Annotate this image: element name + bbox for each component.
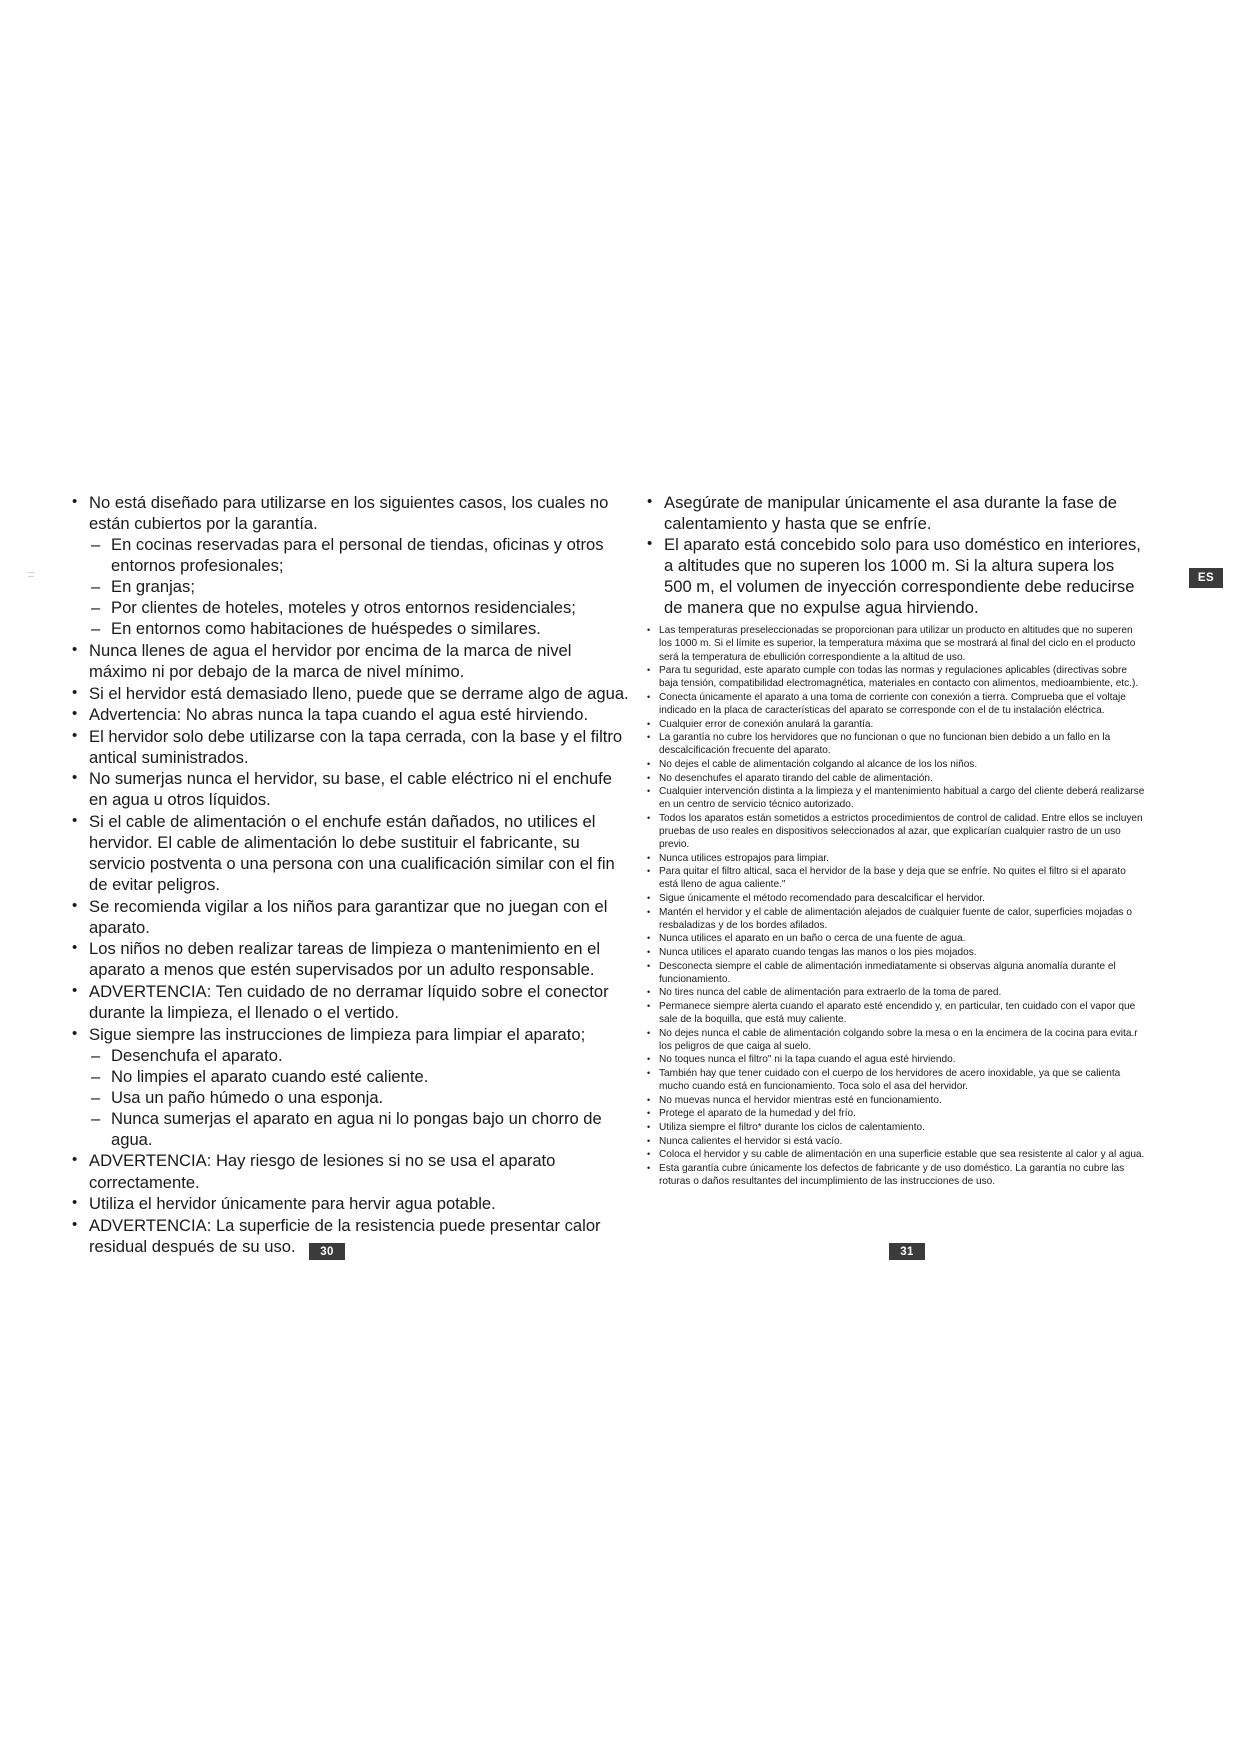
list-item-text: Nunca utilices el aparato en un baño o cerca de una fuente de agua. (659, 933, 966, 945)
list-item (645, 758, 1145, 771)
list-item-text: Cualquier intervención distinta a la limpieza y el mantenimiento habitual a cargo del cliente deberá realizarse en un centro de servicio técnico autorizado. (659, 786, 1145, 811)
bullet-icon: • (647, 947, 651, 957)
list-item (645, 1121, 1145, 1134)
dash-icon: – (91, 535, 101, 555)
list-item-text: Protege el aparato de la humedad y del frío. (659, 1108, 856, 1120)
bullet-icon: • (647, 933, 651, 944)
list-item-text: Nunca utilices estropajos para limpiar. (659, 852, 829, 864)
bullet-icon: • (647, 866, 651, 877)
bullet-icon: • (647, 691, 651, 702)
bullet-icon: • (647, 732, 651, 743)
bullet-icon: • (72, 939, 78, 957)
list-item-text: No sumerjas nunca el hervidor, su base, el cable eléctrico ni el enchufe en agua u otros líquidos. (89, 769, 612, 810)
bullet-icon: • (647, 987, 651, 998)
bullet-icon: • (647, 758, 651, 769)
list-item (70, 492, 630, 639)
bullet-icon: • (647, 960, 651, 971)
list-item (645, 1162, 1145, 1188)
list-item (645, 1067, 1145, 1093)
bullet-icon: • (647, 1094, 651, 1105)
list-item (645, 731, 1145, 757)
bullet-icon: • (647, 665, 651, 676)
bullet-icon: • (647, 1108, 651, 1119)
sub-list-item (89, 1087, 630, 1108)
dash-icon: – (91, 598, 101, 618)
dash-icon: – (91, 1045, 101, 1065)
bullet-icon: • (647, 772, 651, 783)
bullet-icon: • (647, 812, 651, 823)
list-item-text: Utiliza el hervidor únicamente para hervir agua potable. (89, 1194, 496, 1214)
list-item-text: Coloca el hervidor y su cable de alimentación en una superficie estable que sea resistente al calor y al agua. (659, 1149, 1145, 1161)
bullet-icon: • (647, 906, 651, 917)
list-item (645, 1107, 1145, 1120)
sub-list-item-text: Por clientes de hoteles, moteles y otros entornos residenciales; (111, 598, 576, 618)
list-item (70, 683, 630, 704)
list-item (645, 624, 1145, 663)
list-item-text: Los niños no deben realizar tareas de limpieza o mantenimiento en el aparato a menos que estén supervisados por un adulto responsable. (89, 939, 601, 980)
bullet-icon: • (647, 1027, 651, 1038)
list-item (645, 852, 1145, 865)
list-item (70, 981, 630, 1023)
list-item (645, 718, 1145, 731)
list-item-text: ADVERTENCIA: Ten cuidado de no derramar líquido sobre el conector durante la limpieza, el llenado o el vertido. (89, 981, 609, 1022)
list-item (70, 811, 630, 895)
bullet-icon: • (647, 625, 651, 636)
sub-list-item-text: Nunca sumerjas el aparato en agua ni lo pongas bajo un chorro de agua. (111, 1108, 602, 1149)
bullet-icon: • (647, 786, 651, 797)
bullet-icon: • (647, 1149, 651, 1160)
list-item (645, 664, 1145, 690)
list-item (645, 986, 1145, 999)
bullet-icon: • (72, 811, 78, 829)
bullet-icon: • (647, 1121, 651, 1132)
list-item-text: ADVERTENCIA: La superficie de la resistencia puede presentar calor residual después de su uso. (89, 1215, 601, 1256)
list-item-text: Para tu seguridad, este aparato cumple con todas las normas y regulaciones aplicables (directivas sobre baja tensión, compatibilidad electromagnética, materiales en contacto con alimentos, medioambiente, etc.). (659, 665, 1139, 690)
bullet-icon: • (72, 769, 78, 787)
list-item-text: Nunca utilices el aparato cuando tengas las manos o los pies mojados. (659, 947, 977, 958)
list-item-text: No desenchufes el aparato tirando del cable de alimentación. (659, 772, 933, 784)
bullet-icon: • (647, 1135, 651, 1146)
sub-list-item-text: Usa un paño húmedo o una esponja. (111, 1087, 384, 1107)
list-item (645, 1027, 1145, 1053)
list-item (645, 1135, 1145, 1148)
dash-icon: – (91, 1066, 101, 1086)
bullet-icon: • (72, 981, 78, 999)
list-item (70, 1150, 630, 1192)
bullet-icon: • (647, 1054, 651, 1065)
sub-list-item (89, 534, 630, 576)
bullet-icon: • (72, 683, 78, 701)
bullet-icon: • (647, 893, 651, 904)
list-item (70, 938, 630, 980)
list-item (645, 785, 1145, 811)
bullet-icon: • (72, 640, 78, 658)
bullet-icon: • (72, 493, 78, 510)
list-item (645, 1094, 1145, 1107)
sub-list-item (89, 618, 630, 639)
list-item (645, 865, 1145, 891)
bullet-icon: • (647, 852, 651, 863)
bullet-icon: • (72, 1151, 78, 1169)
list-item-text: Desconecta siempre el cable de alimentación inmediatamente si observas alguna anomalía durante el funcionamiento. (659, 960, 1116, 985)
list-item (645, 946, 1145, 959)
sub-list-item-text: Desenchufa el aparato. (111, 1045, 283, 1065)
bullet-icon: • (647, 493, 653, 510)
list-item-text: Todos los aparatos están sometidos a estrictos procedimientos de control de calidad. Entre ellos se incluyen pruebas de uso reales en dispositivos seleccionados al azar, que explicarían cualquier rastro de un uso previo. (659, 812, 1143, 851)
list-item-text: Mantén el hervidor y el cable de alimentación alejados de cualquier fuente de calor, superficies mojadas o resbaladizas y de los bordes afilados. (659, 906, 1133, 931)
page-number-left: 30 (309, 1243, 345, 1260)
list-item (645, 906, 1145, 932)
list-item-text: Nunca llenes de agua el hervidor por encima de la marca de nivel máximo ni por debajo de la marca de nivel mínimo. (89, 640, 572, 681)
list-item (645, 892, 1145, 905)
list-item (70, 640, 630, 682)
list-item (70, 704, 630, 725)
bullet-icon: • (72, 1194, 78, 1212)
list-item-text: La garantía no cubre los hervidores que no funcionan o que no funcionan bien debido a un fallo en la descalcificación frecuente del aparato. (659, 732, 1111, 757)
list-item-text: Cualquier error de conexión anulará la garantía. (659, 718, 874, 730)
sub-list-item (89, 1066, 630, 1087)
bullet-icon: • (647, 718, 651, 729)
list-item-text: Conecta únicamente el aparato a una toma de corriente con conexión a tierra. Comprueba que el voltaje indicado en la placa de características del aparato se corresponde con el de tu instalación eléctrica. (659, 691, 1126, 717)
list-item-text: Permanece siempre alerta cuando el aparato esté encendido y, en particular, ten cuidado con el vapor que sale de la boquilla, que está muy caliente. (659, 1000, 1136, 1026)
list-item (70, 726, 630, 768)
dash-icon: – (91, 1087, 101, 1107)
list-item-text: Sigue siempre las instrucciones de limpieza para limpiar el aparato; (89, 1024, 586, 1044)
list-item (70, 896, 630, 938)
list-item (70, 768, 630, 810)
sub-list (89, 1045, 630, 1150)
language-tab: ES (1189, 568, 1223, 588)
bullet-icon: • (72, 726, 78, 744)
bullet-icon: • (72, 705, 78, 723)
list-item-text: Utiliza siempre el filtro* durante los ciclos de calentamiento. (659, 1121, 925, 1133)
list-item (645, 1148, 1145, 1161)
sub-list-item-text: No limpies el aparato cuando esté caliente. (111, 1066, 429, 1086)
list-item-text: Sigue únicamente el método recomendado para descalcificar el hervidor. (659, 893, 985, 905)
sub-list-item (89, 597, 630, 618)
dash-icon: – (91, 619, 101, 639)
dash-icon: – (91, 577, 101, 597)
safety-instruction-list-left (70, 492, 630, 1257)
list-item-text: Si el cable de alimentación o el enchufe están dañados, no utilices el hervidor. El cable de alimentación lo debe sustituir el fabricante, su servicio postventa o una persona con una cualificación similar con el fin de evitar peligros. (89, 811, 615, 895)
list-item-text: Se recomienda vigilar a los niños para garantizar que no juegan con el aparato. (89, 896, 608, 937)
bullet-icon: • (647, 1000, 651, 1011)
list-item-text: Asegúrate de manipular únicamente el asa durante la fase de calentamiento y hasta que se enfríe. (664, 493, 1117, 534)
list-item-text: Nunca calientes el hervidor si está vacío. (659, 1135, 843, 1147)
two-column-body (0, 492, 1241, 1257)
list-item-text: No muevas nunca el hervidor mientras esté en funcionamiento. (659, 1094, 942, 1106)
list-item (645, 1053, 1145, 1066)
sub-list-item (89, 1045, 630, 1066)
list-item-text: Advertencia: No abras nunca la tapa cuando el agua esté hirviendo. (89, 705, 589, 725)
bullet-icon: • (647, 1067, 651, 1078)
sub-list-item-text: En granjas; (111, 577, 195, 597)
sub-list (89, 534, 630, 639)
list-item (645, 772, 1145, 785)
list-item (70, 1193, 630, 1214)
list-item-text: No dejes nunca el cable de alimentación colgando sobre la mesa o en la encimera de la cocina para evita.r los peligros de que caiga al suelo. (659, 1027, 1138, 1052)
bullet-icon: • (647, 1162, 651, 1173)
bullet-icon: • (72, 1024, 78, 1042)
list-item-text: No toques nunca el filtro" ni la tapa cuando el agua esté hirviendo. (659, 1054, 956, 1066)
bullet-icon: • (647, 535, 653, 553)
list-item-text: Para quitar el filtro altical, saca el hervidor de la base y deja que se enfríe. No quites el filtro si el aparato está lleno de agua caliente." (659, 866, 1126, 891)
list-item-text: No está diseñado para utilizarse en los siguientes casos, los cuales no están cubiertos por la garantía. (89, 493, 609, 534)
dash-icon: – (91, 1108, 101, 1128)
list-item (70, 1024, 630, 1150)
list-item-text: El aparato está concebido solo para uso doméstico en interiores, a altitudes que no superen los 1000 m. Si la altura supera los 500 m, el volumen de inyección correspondiente debe reducirse de manera que no expulse agua hirviendo. (664, 535, 1141, 618)
bullet-icon: • (72, 1215, 78, 1233)
list-item (645, 1000, 1145, 1026)
list-item-text: Las temperaturas preseleccionadas se proporcionan para utilizar un producto en altitudes que no superen los 1000 m. Si el límite es superior, la temperatura máxima que se mostrará al final del ciclo en el producto será la temperatura de ebullición correspondiente a la altitud de uso. (659, 625, 1136, 663)
list-item-text: El hervidor solo debe utilizarse con la tapa cerrada, con la base y el filtro antical suministrados. (89, 726, 623, 767)
list-item-text: No tires nunca del cable de alimentación para extraerlo de la toma de pared. (659, 987, 1002, 999)
right-column (645, 492, 1145, 1257)
list-item (645, 534, 1145, 618)
list-item (70, 1215, 630, 1257)
safety-instruction-list-right (645, 492, 1145, 618)
list-item (645, 691, 1145, 717)
fine-print-list (645, 624, 1145, 1188)
left-column (70, 492, 630, 1257)
sub-list-item-text: En cocinas reservadas para el personal de tiendas, oficinas y otros entornos profesionales; (111, 535, 604, 576)
list-item (645, 960, 1145, 986)
list-item-text: ADVERTENCIA: Hay riesgo de lesiones si no se usa el aparato correctamente. (89, 1151, 556, 1192)
sub-list-item-text: En entornos como habitaciones de huéspedes o similares. (111, 619, 541, 639)
list-item-text: No dejes el cable de alimentación colgando al alcance de los los niños. (659, 758, 978, 770)
page-number-right: 31 (889, 1243, 925, 1260)
list-item-text: Si el hervidor está demasiado lleno, puede que se derrame algo de agua. (89, 683, 629, 703)
list-item-text: Esta garantía cubre únicamente los defectos de fabricante y de uso doméstico. La garantía no cubre las roturas o daños resultantes del incumplimiento de las instrucciones de uso. (659, 1162, 1125, 1187)
sub-list-item (89, 1108, 630, 1150)
sub-list-item (89, 576, 630, 597)
list-item-text: También hay que tener cuidado con el cuerpo de los hervidores de acero inoxidable, ya que se calienta mucho cuando está en funcionamiento. Toca solo el asa del hervidor. (659, 1067, 1121, 1093)
list-item (645, 932, 1145, 945)
list-item (645, 492, 1145, 534)
bullet-icon: • (72, 896, 78, 914)
list-item (645, 812, 1145, 851)
